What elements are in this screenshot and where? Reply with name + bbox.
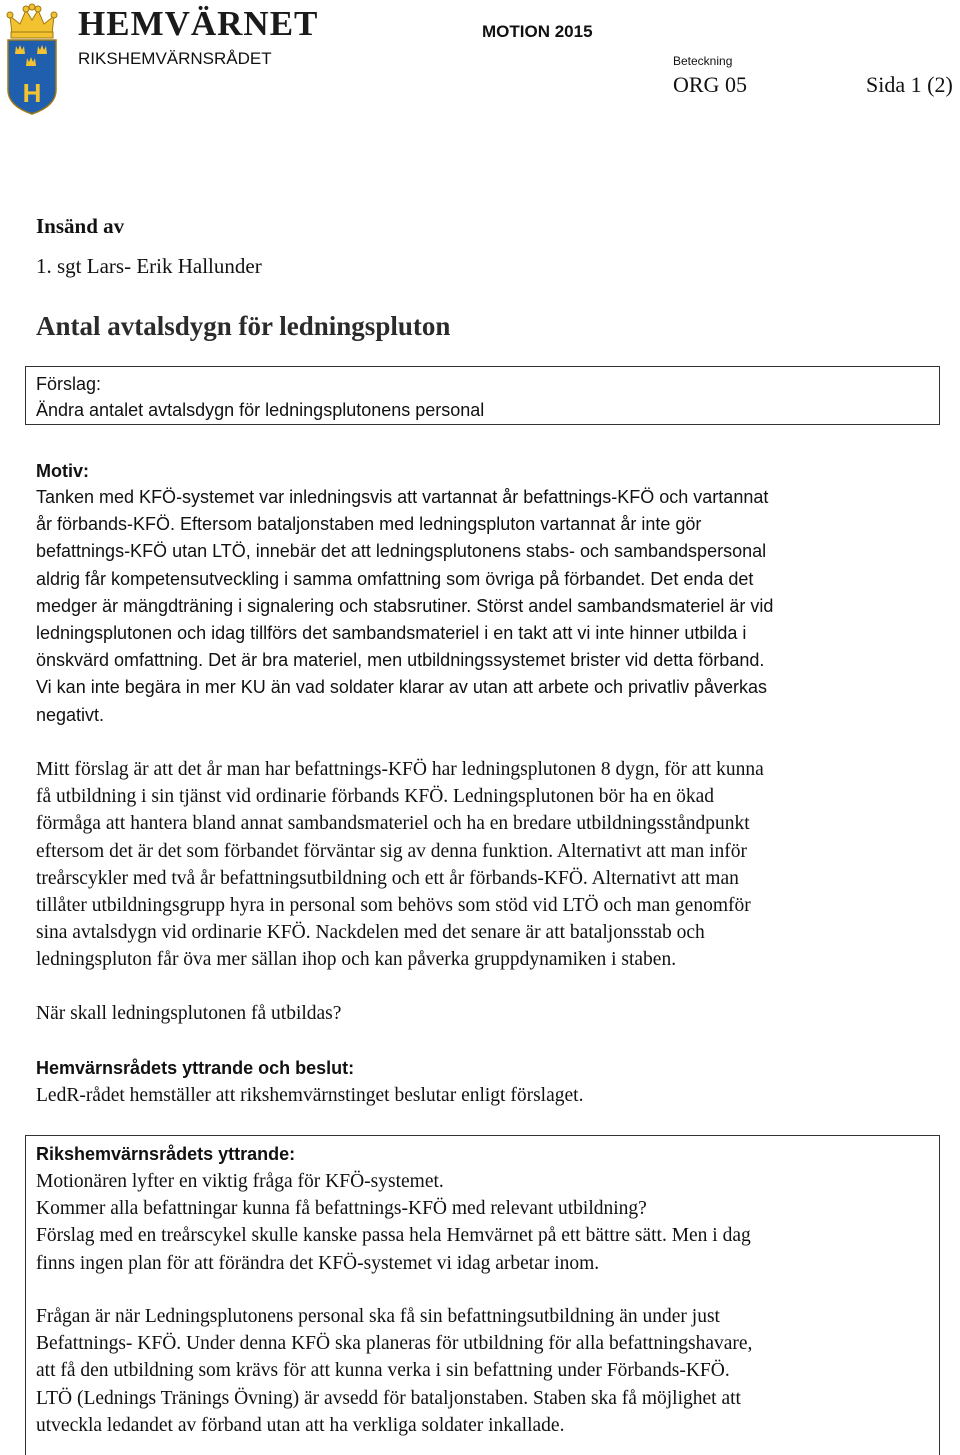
paragraph-line: treårscykler med två år befattningsutbildning och ett år förbands-KFÖ. Alternativt att man [36, 867, 739, 889]
proposal-detail-paragraph [36, 756, 936, 974]
rhr-council-paragraph [36, 1168, 936, 1277]
paragraph-line: Mitt förslag är att det år man har befattnings-KFÖ har ledningsplutonen 8 dygn, för att kunna [36, 759, 764, 780]
motive-line: negativt. [36, 704, 105, 725]
reference-label: Beteckning [673, 54, 733, 68]
submitted-by-label: Insänd av [36, 214, 125, 238]
paragraph-line: Kommer alla befattningar kunna få befattnings-KFÖ med relevant utbildning? [36, 1198, 647, 1220]
motive-line: år förbands-KFÖ. Eftersom bataljonstaben med ledningspluton vartannat år inte gör [36, 514, 702, 535]
author-name: 1. sgt Lars- Erik Hallunder [36, 254, 262, 278]
paragraph-line: sina avtalsdygn vid ordinarie KFÖ. Nackdelen med det senare är att bataljonsstab och [36, 922, 705, 944]
crest-letter: H [22, 78, 42, 108]
motive-line: Vi kan inte begära in mer KU än vad soldater klarar av utan att arbete och privatliv påverkas [36, 677, 768, 698]
document-type: MOTION 2015 [482, 22, 593, 41]
paragraph-line: eftersom det är det som förbandet förväntar sig av denna funktion. Alternativt att man inför [36, 840, 747, 862]
motive-line: Tanken med KFÖ-systemet var inledningsvis att vartannat år befattnings-KFÖ och vartannat [36, 487, 769, 507]
paragraph-line: förmåga att hantera bland annat sambandsmateriel och ha en bredare utbildningsståndpunkt [36, 813, 750, 835]
org-subtitle: RIKSHEMVÄRNSRÅDET [78, 49, 272, 68]
motive-label: Motiv: [36, 461, 89, 481]
rhr-council-label: Rikshemvärnsrådets yttrande: [36, 1144, 296, 1164]
motive-paragraph [36, 484, 936, 729]
paragraph-line: få utbildning i sin tjänst vid ordinarie förbands KFÖ. Ledningsplutonen bör ha en ökad [36, 786, 715, 808]
hv-council-label: Hemvärnsrådets yttrande och beslut: [36, 1058, 355, 1078]
motive-line: befattnings-KFÖ utan LTÖ, innebär det att ledningsplutonens stabs- och sambandspersonal [36, 541, 767, 562]
hv-council-text: LedR-rådet hemställer att rikshemvärnstinget beslutar enligt förslaget. [36, 1085, 584, 1106]
paragraph-line: att få den utbildning som krävs för att kunna verka i sin befattning under Förbands-KFÖ. [36, 1360, 730, 1382]
rhr-council-paragraph-2 [36, 1303, 936, 1439]
proposal-text: Ändra antalet avtalsdygn för ledningsplutonens personal [36, 400, 485, 420]
paragraph-line: Frågan är när Ledningsplutonens personal ska få sin befattningsutbildning än under just [36, 1306, 720, 1327]
motive-line: ledningsplutonen och idag tillförs det sambandsmateriel i en takt att vi inte hinner utbilda i [36, 623, 747, 644]
paragraph-line: tillåter utbildningsgrupp hyra in personal som behövs som stöd vid LTÖ och man genomför [36, 895, 751, 917]
paragraph-line: Förslag med en treårscykel skulle kanske passa hela Hemvärnet på ett bättre sätt. Men i dag [36, 1225, 751, 1247]
paragraph-line: LTÖ (Lednings Tränings Övning) är avsedd för bataljonstaben. Staben ska få möjlighet att [36, 1387, 741, 1409]
document-title: Antal avtalsdygn för ledningspluton [36, 311, 451, 341]
page-number: Sida 1 (2) [866, 72, 953, 97]
hemvarnet-crest-icon [2, 2, 62, 116]
paragraph-line: utveckla ledandet av förband utan att ha verkliga soldater inkallade. [36, 1414, 565, 1436]
motive-line: önskvärd omfattning. Det är bra materiel, men utbildningssystemet brister vid detta förband. [36, 650, 765, 671]
motive-line: medger är mängdträning i signalering och stabsrutiner. Störst andel sambandsmateriel är vid [36, 595, 774, 616]
org-name: HEMVÄRNET [78, 4, 319, 43]
paragraph-line: finns ingen plan för att förändra det KFÖ-systemet vi idag arbetar inom. [36, 1252, 600, 1274]
proposal-label: Förslag: [36, 374, 102, 394]
paragraph-line: Motionären lyfter en viktig fråga för KFÖ-systemet. [36, 1171, 444, 1192]
motive-line: aldrig får kompetensutveckling i samma omfattning som övriga på förbandet. Det enda det [36, 568, 754, 589]
paragraph-line: Befattnings- KFÖ. Under denna KFÖ ska planeras för utbildning för alla befattningshavare, [36, 1333, 753, 1355]
question-text: När skall ledningsplutonen få utbildas? [36, 1003, 342, 1024]
reference-value: ORG 05 [673, 72, 747, 97]
paragraph-line: ledningspluton får öva mer sällan ihop och kan påverka gruppdynamiken i staben. [36, 949, 677, 971]
